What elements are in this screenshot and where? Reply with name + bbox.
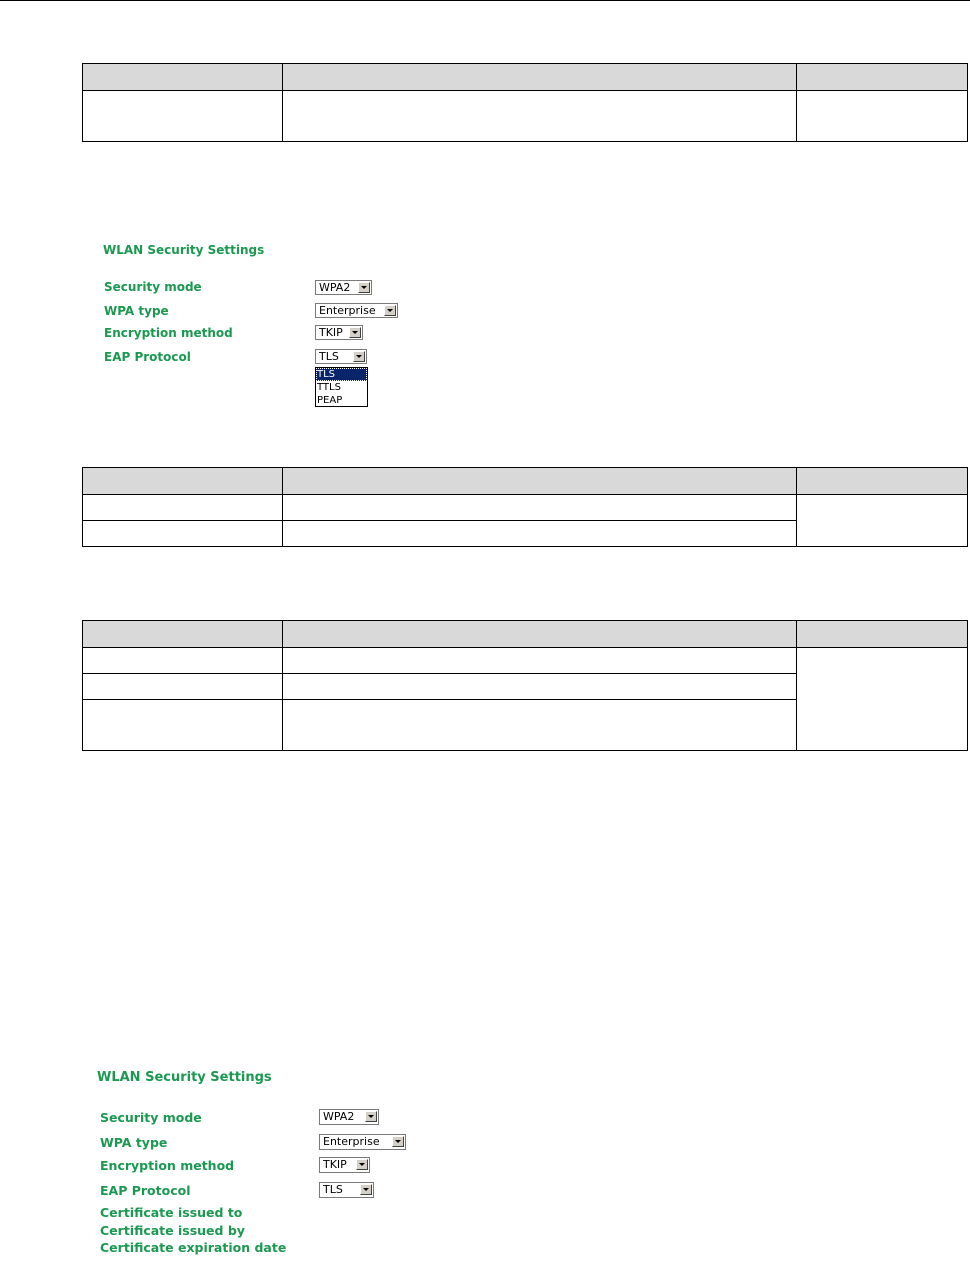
cert-issued-to-label: Certificate issued to: [100, 1205, 243, 1220]
table-header-cell: [83, 468, 283, 495]
eap-protocol-label: EAP Protocol: [104, 350, 191, 364]
table-cell: [83, 648, 283, 674]
table-header-cell: [83, 621, 283, 648]
table-cell: [83, 521, 283, 547]
select-value: Enterprise: [319, 304, 376, 317]
chevron-down-icon[interactable]: [384, 305, 396, 316]
wpa-type-label: WPA type: [104, 304, 169, 318]
dropdown-option-peap[interactable]: PEAP: [317, 395, 343, 406]
chevron-down-icon[interactable]: [356, 1159, 368, 1170]
security-mode-select[interactable]: [319, 1109, 379, 1125]
chevron-down-icon[interactable]: [392, 1136, 404, 1147]
chevron-down-icon[interactable]: [358, 282, 370, 293]
eap-protocol-select[interactable]: [319, 1182, 374, 1198]
table-1: [82, 63, 968, 142]
eap-protocol-select[interactable]: [315, 349, 367, 364]
page-top-rule: [0, 0, 970, 1]
table-header-cell: [83, 64, 283, 91]
table-cell: [797, 91, 968, 142]
table-cell: [797, 648, 968, 751]
chevron-down-icon[interactable]: [365, 1111, 377, 1122]
chevron-down-icon[interactable]: [353, 351, 365, 362]
eap-protocol-label: EAP Protocol: [100, 1183, 191, 1198]
table-header-cell: [283, 64, 797, 91]
table-3: [82, 620, 968, 751]
table-cell: [283, 700, 797, 751]
encryption-method-label: Encryption method: [104, 326, 233, 340]
cert-issued-by-label: Certificate issued by: [100, 1223, 245, 1238]
table-cell: [83, 700, 283, 751]
table-cell: [283, 648, 797, 674]
wpa-type-label: WPA type: [100, 1135, 168, 1150]
chevron-down-icon[interactable]: [360, 1184, 372, 1195]
select-value: TLS: [319, 350, 339, 363]
table-row: [83, 648, 968, 674]
table-header-cell: [797, 64, 968, 91]
select-value: WPA2: [319, 281, 351, 294]
table-row: [83, 495, 968, 521]
cert-expiration-label: Certificate expiration date: [100, 1240, 287, 1255]
select-value: TKIP: [319, 326, 343, 339]
table-2: [82, 467, 968, 547]
table-header-row: [83, 468, 968, 495]
eap-protocol-dropdown-list[interactable]: [315, 367, 368, 407]
table-cell: [83, 91, 283, 142]
dropdown-option-ttls[interactable]: TTLS: [317, 382, 341, 393]
table-header-cell: [797, 621, 968, 648]
panel-title: WLAN Security Settings: [97, 1070, 272, 1085]
encryption-method-label: Encryption method: [100, 1158, 235, 1173]
select-value: TLS: [323, 1183, 343, 1196]
panel-title: WLAN Security Settings: [103, 243, 265, 257]
table-row: [83, 91, 968, 142]
select-value: TKIP: [323, 1158, 347, 1171]
encryption-method-select[interactable]: [319, 1157, 370, 1173]
encryption-method-select[interactable]: [315, 325, 363, 340]
security-mode-label: Security mode: [100, 1110, 202, 1125]
security-mode-select[interactable]: [315, 280, 372, 295]
chevron-down-icon[interactable]: [349, 327, 361, 338]
security-mode-label: Security mode: [104, 280, 202, 294]
dropdown-option-tls[interactable]: TLS: [316, 368, 367, 381]
table-cell: [83, 495, 283, 521]
table-header-cell: [797, 468, 968, 495]
table-header-cell: [283, 621, 797, 648]
table-cell: [283, 521, 797, 547]
table-cell: [797, 495, 968, 547]
table-cell: [283, 495, 797, 521]
table-header-cell: [283, 468, 797, 495]
select-value: Enterprise: [323, 1135, 380, 1148]
wpa-type-select[interactable]: [319, 1134, 406, 1150]
table-cell: [83, 674, 283, 700]
table-cell: [283, 674, 797, 700]
select-value: WPA2: [323, 1110, 355, 1123]
table-cell: [283, 91, 797, 142]
wpa-type-select[interactable]: [315, 303, 398, 318]
table-header-row: [83, 621, 968, 648]
table-header-row: [83, 64, 968, 91]
